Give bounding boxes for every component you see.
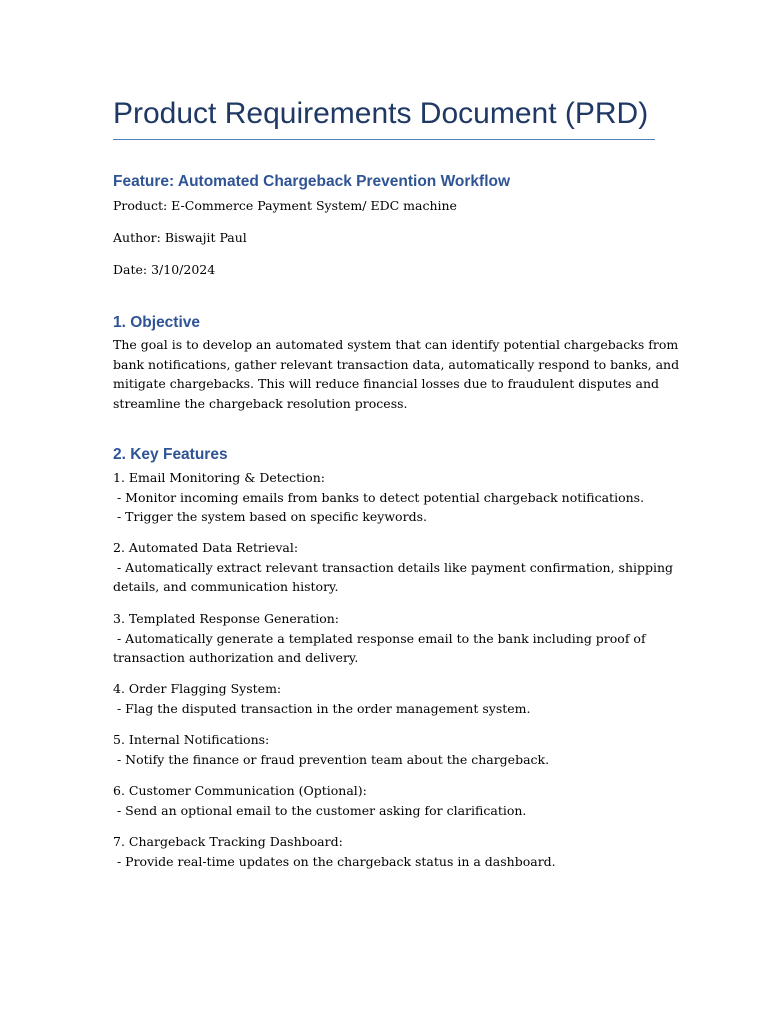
feature-item-line: - Flag the disputed transaction in the order management system. <box>113 700 531 716</box>
title-underline <box>113 139 655 140</box>
objective-line: bank notifications, gather relevant transaction data, automatically respond to banks, and <box>113 356 680 372</box>
feature-item-title: 2. Automated Data Retrieval: <box>113 540 299 555</box>
feature-item-customer-communication <box>113 781 655 820</box>
author-line: Author: Biswajit Paul <box>113 230 247 245</box>
feature-item-templated-response <box>113 609 655 668</box>
feature-item-internal-notifications <box>113 730 655 769</box>
feature-item-line: - Send an optional email to the customer asking for clarification. <box>113 802 527 818</box>
feature-item-title: 5. Internal Notifications: <box>113 732 270 747</box>
feature-item-line: transaction authorization and delivery. <box>113 650 359 666</box>
feature-item-title: 6. Customer Communication (Optional): <box>113 783 367 798</box>
objective-paragraph <box>113 335 680 414</box>
feature-item-line: - Trigger the system based on specific keywords. <box>113 509 427 525</box>
feature-item-email-monitoring <box>113 468 655 527</box>
feature-item-line: - Automatically generate a templated response email to the bank including proof of <box>113 630 646 646</box>
feature-item-title: 3. Templated Response Generation: <box>113 611 340 626</box>
feature-item-order-flagging <box>113 679 655 718</box>
date-line: Date: 3/10/2024 <box>113 262 216 277</box>
key-features-heading: 2. Key Features <box>113 446 228 463</box>
feature-item-data-retrieval <box>113 538 674 597</box>
feature-item-line: - Monitor incoming emails from banks to detect potential chargeback notifications. <box>113 489 645 505</box>
feature-item-title: 7. Chargeback Tracking Dashboard: <box>113 834 343 849</box>
objective-line: streamline the chargeback resolution process. <box>113 396 408 412</box>
feature-item-line: - Provide real-time updates on the chargeback status in a dashboard. <box>113 853 556 869</box>
objective-line: mitigate chargebacks. This will reduce financial losses due to fraudulent disputes and <box>113 376 660 392</box>
feature-item-title: 4. Order Flagging System: <box>113 681 282 696</box>
objective-heading: 1. Objective <box>113 314 201 331</box>
objective-line: The goal is to develop an automated system that can identify potential chargebacks from <box>113 337 679 352</box>
feature-item-tracking-dashboard <box>113 832 655 871</box>
feature-item-title: 1. Email Monitoring & Detection: <box>113 470 325 485</box>
feature-item-line: - Automatically extract relevant transaction details like payment confirmation, shipping <box>113 559 674 575</box>
feature-heading: Feature: Automated Chargeback Prevention Workflow <box>113 173 511 190</box>
product-line: Product: E-Commerce Payment System/ EDC machine <box>113 198 457 213</box>
feature-item-line: details, and communication history. <box>113 579 339 595</box>
feature-item-line: - Notify the finance or fraud prevention team about the chargeback. <box>113 751 550 767</box>
document-title: Product Requirements Document (PRD) <box>113 97 649 130</box>
